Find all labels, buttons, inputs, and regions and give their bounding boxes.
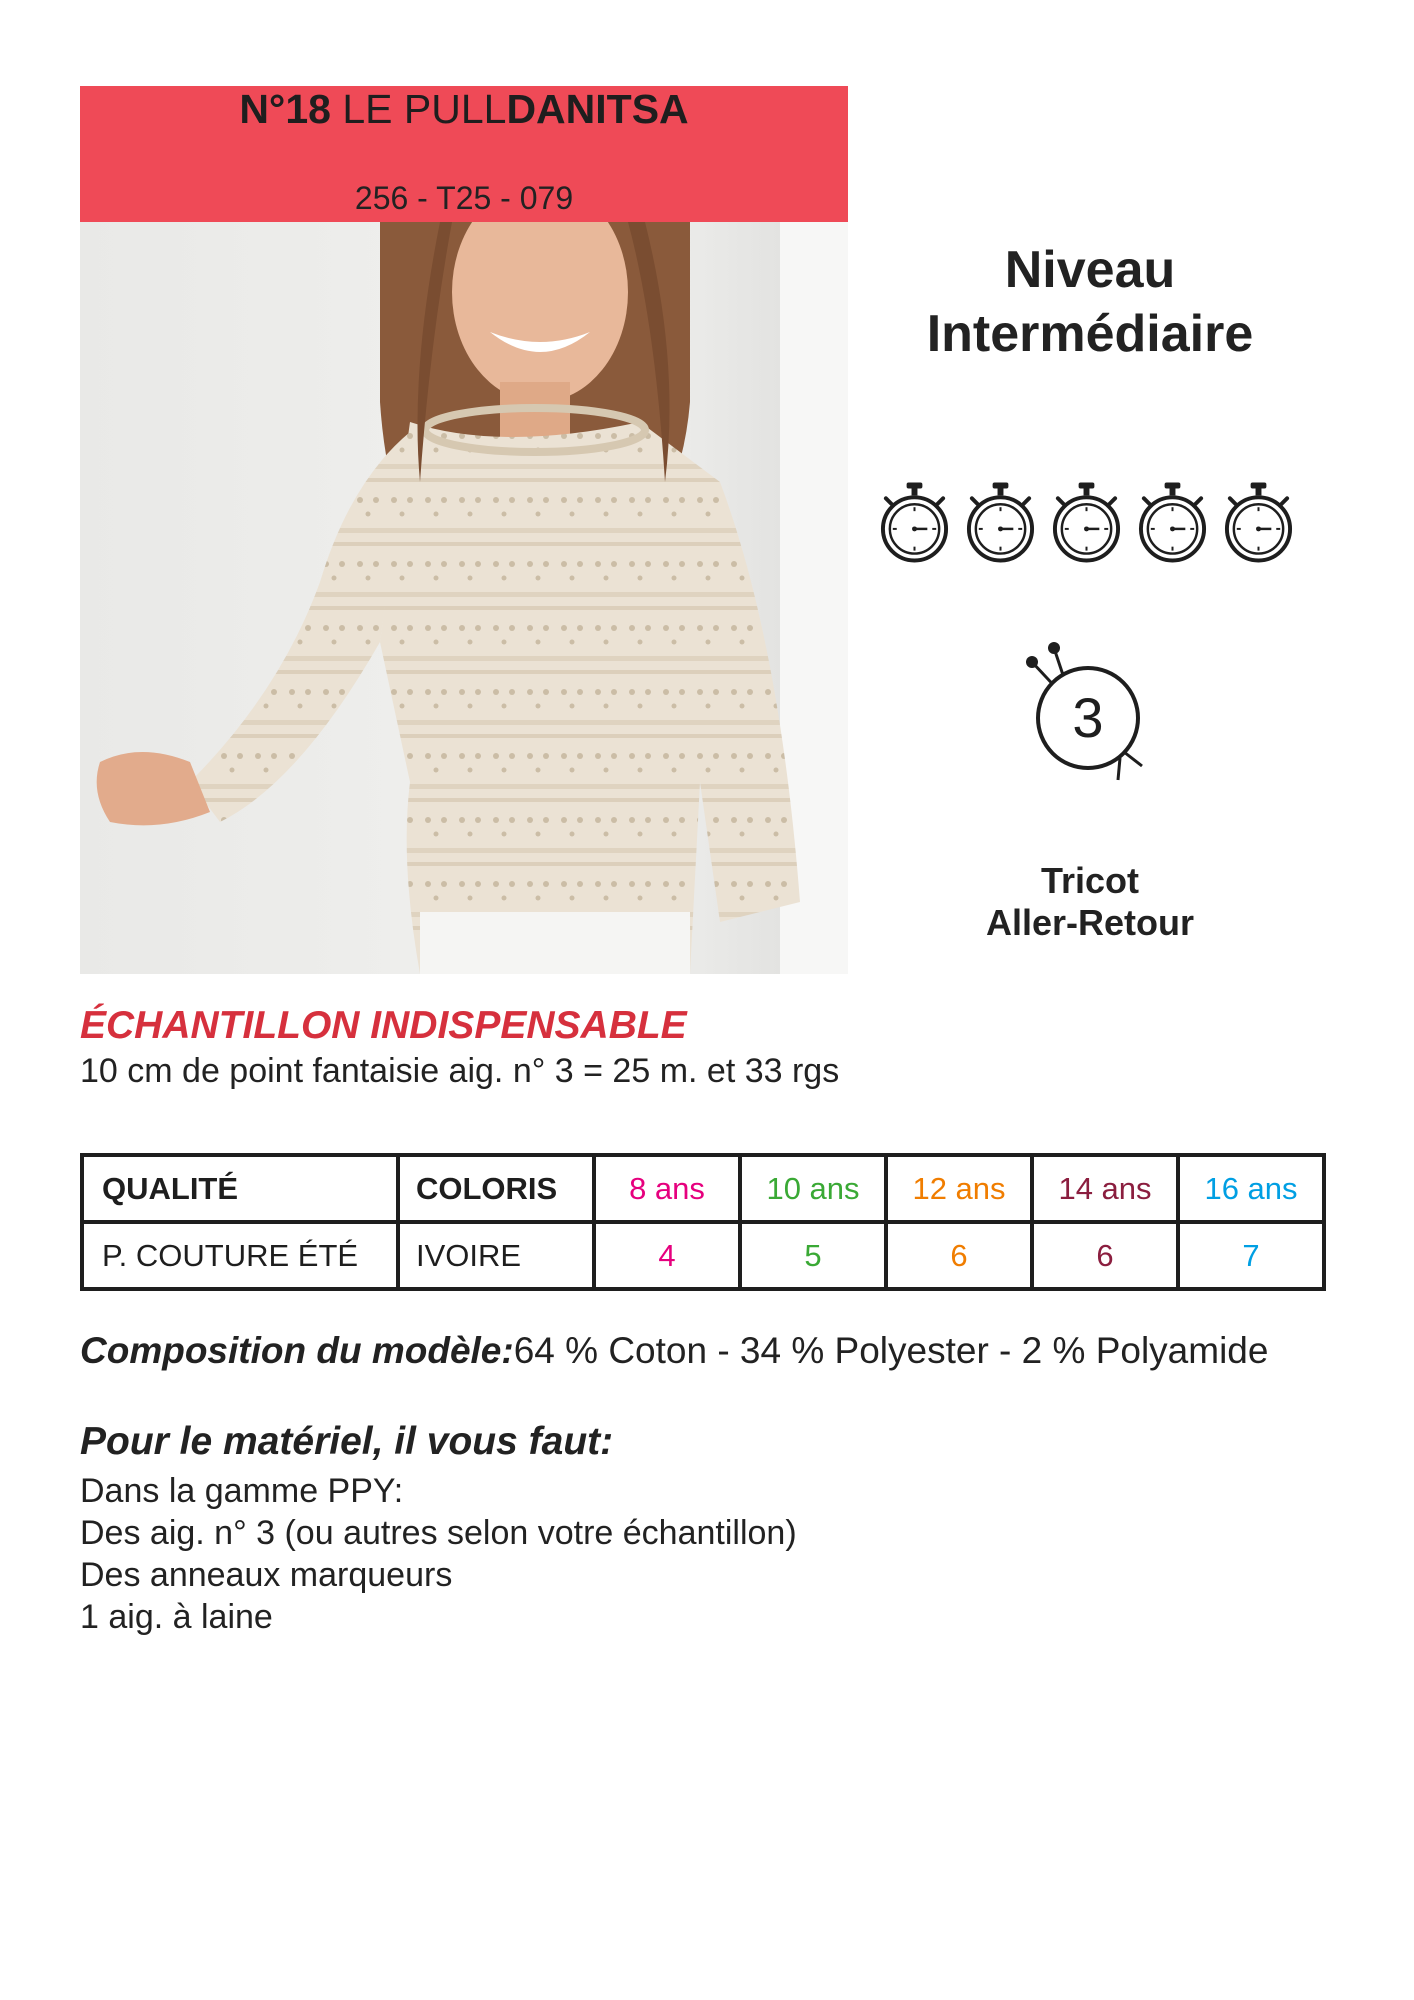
needle-size-value: 3 — [1072, 686, 1104, 749]
knitting-needles-icon — [1020, 640, 1150, 790]
cell-quantity: 4 — [594, 1222, 740, 1289]
stopwatch-icon — [878, 480, 951, 564]
cell-quantity: 6 — [1032, 1222, 1178, 1289]
composition-value: 64 % Coton - 34 % Polyester - 2 % Polyamide — [513, 1330, 1269, 1371]
header-size: 8 ans — [594, 1155, 740, 1222]
pattern-reference: 256 - T25 - 079 — [354, 180, 574, 216]
composition — [80, 1330, 1268, 1372]
cell-quantity: 5 — [740, 1222, 886, 1289]
header-quality: QUALITÉ — [82, 1155, 398, 1222]
cell-quantity: 6 — [886, 1222, 1032, 1289]
pattern-prefix: LE PULL — [342, 86, 507, 132]
pattern-model-name: DANITSA — [506, 86, 689, 132]
yarn-quantity-table — [80, 1153, 1326, 1291]
stopwatch-icon — [1222, 480, 1295, 564]
cell-quantity: 7 — [1178, 1222, 1324, 1289]
knitting-method — [900, 860, 1280, 944]
cell-quality: P. COUTURE ÉTÉ — [82, 1222, 398, 1289]
needle-size-badge — [1020, 640, 1150, 790]
list-item: Des anneaux marqueurs — [80, 1556, 453, 1594]
difficulty-label: Niveau — [1004, 241, 1176, 299]
table-header-row — [82, 1155, 1324, 1222]
stopwatch-icon — [1050, 480, 1123, 564]
header-size: 16 ans — [1178, 1155, 1324, 1222]
pattern-title — [80, 86, 848, 132]
header-size: 14 ans — [1032, 1155, 1178, 1222]
pattern-number: N°18 — [239, 86, 331, 132]
gauge-text: 10 cm de point fantaisie aig. n° 3 = 25 m. et 33 rgs — [80, 1052, 840, 1090]
stopwatch-icon — [964, 480, 1037, 564]
model-photo-illustration — [80, 222, 848, 974]
gauge-title: ÉCHANTILLON INDISPENSABLE — [80, 1004, 687, 1047]
list-item: Dans la gamme PPY: — [80, 1472, 404, 1510]
difficulty-timers — [878, 480, 1295, 564]
difficulty-level — [880, 238, 1300, 366]
header-color: COLORIS — [398, 1155, 594, 1222]
composition-label: Composition du modèle: — [80, 1330, 514, 1371]
cell-color: IVOIRE — [398, 1222, 594, 1289]
header-size: 12 ans — [886, 1155, 1032, 1222]
list-item: Des aig. n° 3 (ou autres selon votre échantillon) — [80, 1514, 797, 1552]
material-title: Pour le matériel, il vous faut: — [80, 1420, 614, 1463]
model-photo — [80, 222, 848, 974]
material-list — [80, 1470, 797, 1638]
stopwatch-icon — [1136, 480, 1209, 564]
list-item: 1 aig. à laine — [80, 1598, 273, 1636]
method-line-1: Tricot — [1040, 860, 1139, 901]
difficulty-value: Intermédiaire — [926, 305, 1254, 363]
method-line-2: Aller-Retour — [985, 902, 1195, 943]
table-row — [82, 1222, 1324, 1289]
header-size: 10 ans — [740, 1155, 886, 1222]
